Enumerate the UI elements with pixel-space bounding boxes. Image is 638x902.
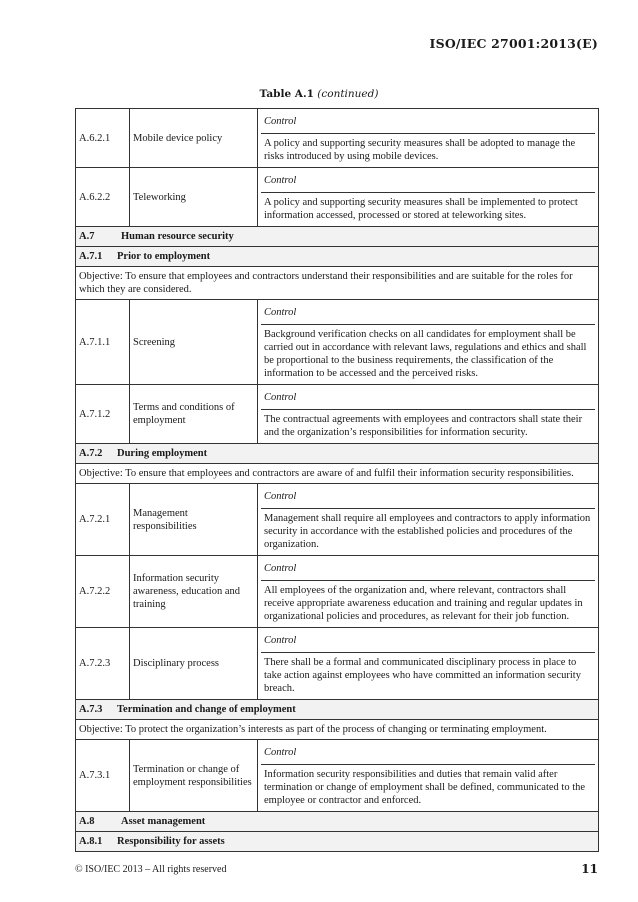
objective-row (76, 720, 599, 740)
control-description (258, 556, 599, 628)
control-description (258, 484, 599, 556)
table-caption (0, 88, 638, 100)
control-name: Disciplinary process (130, 628, 258, 700)
control-name: Management responsibilities (130, 484, 258, 556)
control-name: Teleworking (130, 168, 258, 227)
objective-text: Objective: To protect the organization’s interests as part of the process of changing or terminating employment. (76, 720, 599, 740)
subsection-number: A.7.3 (79, 704, 103, 715)
subsection-heading-row (76, 247, 599, 267)
subsection-number: A.7.2 (79, 448, 103, 459)
control-label: Control (261, 742, 595, 765)
control-description (258, 628, 599, 700)
control-description (258, 385, 599, 444)
document-id-header: ISO/IEC 27001:2013(E) (429, 36, 598, 51)
control-description (258, 109, 599, 168)
objective-text: Objective: To ensure that employees and contractors understand their responsibilities and are suitable for the roles for which they are considered. (76, 267, 599, 300)
control-row (76, 109, 599, 168)
control-text: Background verification checks on all candidates for employment shall be carried out in accordance with relevant laws, regulations and ethics and shall be proportional to the business requirements, the classification of the information to be accessed and the perceived risks. (264, 329, 587, 379)
objective-row (76, 464, 599, 484)
control-label: Control (261, 558, 595, 581)
section-heading (76, 227, 599, 247)
control-description (258, 300, 599, 385)
controls-table (75, 108, 599, 852)
control-id: A.6.2.1 (76, 109, 130, 168)
section-title: Human resource security (121, 231, 234, 242)
control-row (76, 385, 599, 444)
control-description (258, 740, 599, 812)
control-label: Control (261, 486, 595, 509)
subsection-heading-row (76, 700, 599, 720)
control-row (76, 740, 599, 812)
control-label: Control (261, 111, 595, 134)
subsection-number: A.7.1 (79, 251, 103, 262)
subsection-heading-row (76, 444, 599, 464)
control-label: Control (261, 630, 595, 653)
control-label: Control (261, 387, 595, 410)
control-text: The contractual agreements with employees and contractors shall state their and the organization’s responsibilities for information security. (264, 414, 583, 438)
control-name: Mobile device policy (130, 109, 258, 168)
control-text: A policy and supporting security measures shall be implemented to protect information accessed, processed or stored at teleworking sites. (264, 197, 578, 221)
control-name: Terms and conditions of employment (130, 385, 258, 444)
control-label: Control (261, 302, 595, 325)
control-row (76, 168, 599, 227)
subsection-heading (76, 832, 599, 852)
control-id: A.7.2.3 (76, 628, 130, 700)
subsection-heading (76, 247, 599, 267)
table-caption-title: Table A.1 (259, 88, 314, 100)
control-text: A policy and supporting security measures shall be adopted to manage the risks introduced by using mobile devices. (264, 138, 576, 162)
section-number: A.8 (79, 816, 95, 827)
section-number: A.7 (79, 231, 95, 242)
subsection-heading (76, 444, 599, 464)
control-row (76, 300, 599, 385)
subsection-title: Responsibility for assets (117, 836, 225, 847)
control-id: A.7.2.1 (76, 484, 130, 556)
objective-text: Objective: To ensure that employees and contractors are aware of and fulfil their information security responsibilities. (76, 464, 599, 484)
control-id: A.7.1.1 (76, 300, 130, 385)
subsection-heading-row (76, 832, 599, 852)
control-id: A.6.2.2 (76, 168, 130, 227)
section-heading (76, 812, 599, 832)
subsection-title: Termination and change of employment (117, 704, 296, 715)
control-name: Information security awareness, education and training (130, 556, 258, 628)
table-caption-continued: (continued) (317, 88, 379, 100)
subsection-number: A.8.1 (79, 836, 103, 847)
control-text: There shall be a formal and communicated disciplinary process in place to take action against employees who have committed an information security breach. (264, 657, 581, 694)
control-text: Management shall require all employees and contractors to apply information security in accordance with the established policies and procedures of the organization. (264, 513, 591, 550)
control-text: Information security responsibilities and duties that remain valid after termination or change of employment shall be defined, communicated to the employee or contractor and enforced. (264, 769, 586, 806)
control-id: A.7.3.1 (76, 740, 130, 812)
section-title: Asset management (121, 816, 206, 827)
objective-row (76, 267, 599, 300)
subsection-heading (76, 700, 599, 720)
subsection-title: During employment (117, 448, 208, 459)
control-label: Control (261, 170, 595, 193)
subsection-title: Prior to employment (117, 251, 211, 262)
control-description (258, 168, 599, 227)
copyright-footer: © ISO/IEC 2013 – All rights reserved (75, 864, 227, 875)
control-row (76, 484, 599, 556)
control-name: Termination or change of employment responsibilities (130, 740, 258, 812)
control-row (76, 556, 599, 628)
page-number: 11 (581, 862, 598, 876)
control-name: Screening (130, 300, 258, 385)
control-id: A.7.2.2 (76, 556, 130, 628)
section-heading-row (76, 812, 599, 832)
control-id: A.7.1.2 (76, 385, 130, 444)
control-row (76, 628, 599, 700)
section-heading-row (76, 227, 599, 247)
control-text: All employees of the organization and, where relevant, contractors shall receive appropriate awareness education and training and regular updates in organizational policies and procedures, as relevant for their job function. (264, 585, 583, 622)
